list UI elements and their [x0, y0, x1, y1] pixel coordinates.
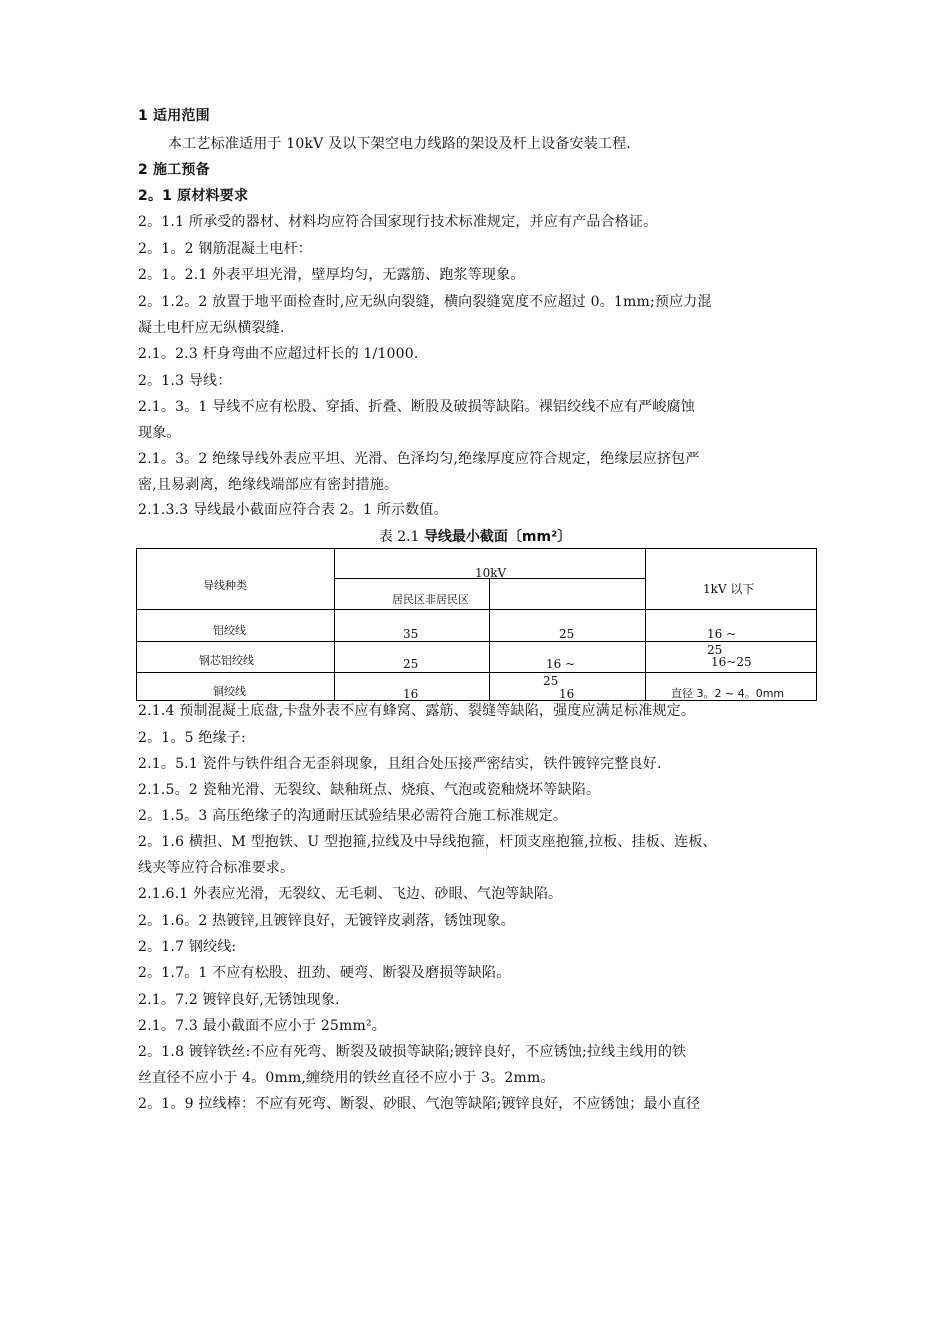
paragraph-line: 丝直径不应小于 4。0mm,缠绕用的铁丝直径不应小于 3。2mm。 — [138, 1070, 555, 1086]
row-acsr-residential: 25 — [403, 657, 419, 671]
paragraph-line: 2。1.2。2 放置于地平面检查时,应无纵向裂缝，横向裂缝宽度不应超过 0。1mm;预应力混 — [138, 294, 712, 310]
row-copper-non-residential-top: 25 — [543, 674, 559, 688]
row-copper-name: 铜绞线 — [213, 685, 246, 698]
row-acsr-name: 钢芯铝绞线 — [199, 654, 254, 667]
paragraph-line: 2。1。2.1 外表平坦光滑，壁厚均匀，无露筋、跑浆等现象。 — [138, 267, 525, 283]
paragraph-line: 2.1.3.3 导线最小截面应符合表 2。1 所示数值。 — [138, 502, 448, 518]
conductor-section-table — [136, 548, 817, 701]
row-aluminum-residential: 35 — [403, 627, 419, 641]
header-conductor-kind: 导线种类 — [203, 579, 247, 592]
section-1-heading: 1 适用范围 — [138, 108, 210, 124]
paragraph-line: 2.1。7.2 镀锌良好,无锈蚀现象. — [138, 992, 340, 1008]
paragraph-line: 2。1.7 钢绞线: — [138, 939, 237, 955]
paragraph-line: 2。1.7。1 不应有松股、扭劲、硬弯、断裂及磨损等缺陷。 — [138, 965, 511, 981]
row-aluminum-non-residential: 25 — [559, 627, 575, 641]
paragraph-line: 凝土电杆应无纵横裂缝. — [138, 320, 285, 336]
paragraph-line: 2.1。3。1 导线不应有松股、穿插、折叠、断股及破损等缺陷。裸铝绞线不应有严峻腐蚀 — [138, 399, 695, 415]
header-below-1kv: 1kV 以下 — [703, 582, 755, 596]
row-copper-below-1kv: 直径 3。2 ~ 4。0mm — [671, 687, 785, 700]
row-aluminum-name: 铝绞线 — [213, 624, 246, 637]
paragraph-line: 2。1.3 导线： — [138, 373, 232, 389]
paragraph-line: 密,且易剥离，绝缘线端部应有密封措施。 — [138, 477, 399, 493]
paragraph-line: 2.1。7.3 最小截面不应小于 25mm²。 — [138, 1018, 387, 1034]
paragraph-line: 2。1。5 绝缘子: — [138, 730, 246, 746]
paragraph-line: 2。1.6 横担、M 型抱铁、U 型抱箍,拉线及中导线抱箍，杆顶支座抱箍,拉板、挂板、连板、 — [138, 834, 717, 850]
row-copper-non-residential: 16 — [559, 687, 575, 701]
paragraph-line: 2.1。2.3 杆身弯曲不应超过杆长的 1/1000. — [138, 346, 419, 362]
row-acsr-below-1kv: 16~25 — [711, 655, 752, 669]
paragraph-line: 现象。 — [138, 425, 181, 441]
row-acsr-below-1kv-top: 25 — [707, 643, 723, 657]
paragraph-line: 2。1.1 所承受的器材、材料均应符合国家现行技术标准规定，并应有产品合格证。 — [138, 214, 658, 230]
header-residential: 居民区非居民区 — [392, 593, 469, 606]
section-1-body: 本工艺标准适用于 10kV 及以下架空电力线路的架设及杆上设备安装工程. — [168, 136, 631, 152]
row-aluminum-below-1kv: 16 ~ — [707, 627, 737, 641]
row-copper-residential: 16 — [403, 687, 419, 701]
paragraph-line: 2.1。5.1 瓷件与铁件组合无歪斜现象，且组合处压接严密结实，铁件镀锌完整良好. — [138, 756, 662, 772]
table-caption-prefix: 表 2.1 — [378, 529, 424, 545]
paragraph-line: 2。1.8 镀锌铁丝:不应有死弯、断裂及破损等缺陷;镀锌良好，不应锈蚀;拉线主线用的铁 — [138, 1044, 687, 1060]
paragraph-line: 线夹等应符合标准要求。 — [138, 860, 295, 876]
header-10kv: 10kV — [475, 566, 507, 580]
paragraph-line: 2。1.5。3 高压绝缘子的沟通耐压试验结果必需符合施工标准规定。 — [138, 808, 568, 824]
paragraph-line: 2。1.6。2 热镀锌,且镀锌良好，无镀锌皮剥落，锈蚀现象。 — [138, 913, 515, 929]
paragraph-line: 2.1。3。2 绝缘导线外表应平坦、光滑、色泽均匀,绝缘厚度应符合规定，绝缘层应挤包严 — [138, 451, 700, 467]
table-caption-title: 导线最小截面〔mm²〕 — [423, 529, 572, 545]
paragraph-line: 2。1。2 钢筋混凝土电杆： — [138, 241, 312, 257]
paragraph-line: 2.1.6.1 外表应光滑，无裂纹、无毛刺、飞边、砂眼、气泡等缺陷。 — [138, 886, 563, 902]
paragraph-line: 2.1.4 预制混凝土底盘,卡盘外表不应有蜂窝、露筋、裂缝等缺陷，强度应满足标准规定。 — [138, 703, 696, 719]
table-caption — [0, 527, 950, 547]
section-2-1-heading: 2。1 原材料要求 — [138, 188, 249, 204]
row-acsr-non-residential: 16 ~ — [546, 657, 576, 671]
paragraph-line: 2.1.5。2 瓷釉光滑、无裂纹、缺釉斑点、烧痕、气泡或瓷釉烧坏等缺陷。 — [138, 782, 601, 798]
section-2-heading: 2 施工预备 — [138, 162, 210, 178]
paragraph-line: 2。1。9 拉线棒：不应有死弯、断裂、砂眼、气泡等缺陷;镀锌良好，不应锈蚀；最小直径 — [138, 1096, 701, 1112]
